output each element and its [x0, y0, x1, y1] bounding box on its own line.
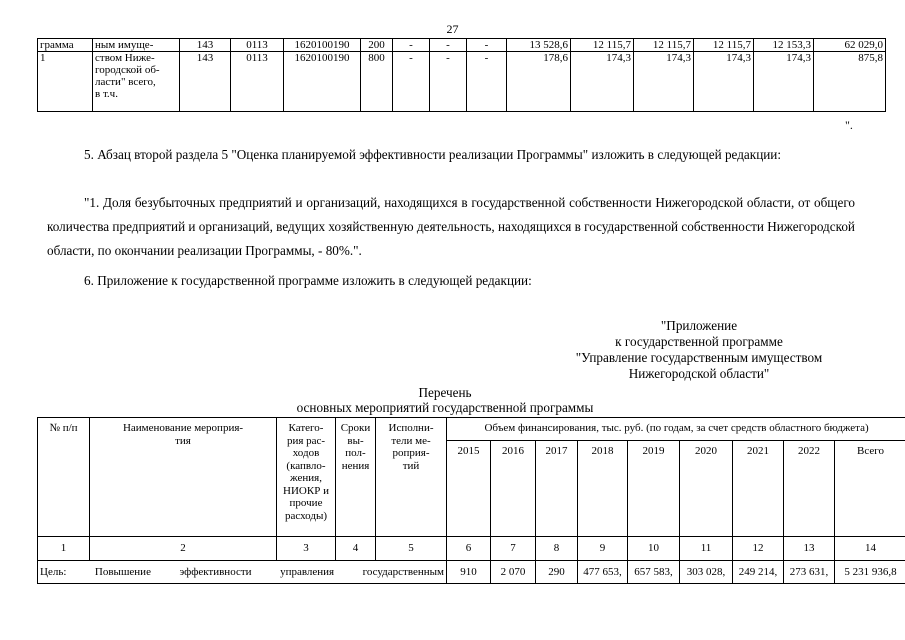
header-funding: Объем финансирования, тыс. руб. (по годам, за счет средств областного бюджета) — [447, 418, 905, 441]
table-cell: 178,6 — [507, 52, 571, 112]
col-number: 13 — [784, 537, 835, 561]
col-number: 4 — [336, 537, 376, 561]
table-cell: - — [467, 39, 507, 52]
list-title-line: Перечень — [418, 385, 472, 400]
goal-value: 657 583, — [628, 560, 680, 584]
paragraph-5: 5. Абзац второй раздела 5 "Оценка планируемой эффективности реализации Программы" изложить в следующей редакции: — [84, 147, 782, 162]
closing-quote: ". — [845, 118, 853, 132]
appendix-line: "Управление государственным имуществом — [575, 350, 823, 365]
table-cell: 1 — [38, 52, 93, 112]
list-title-line: основных мероприятий государственной программы — [296, 400, 594, 415]
col-number: 6 — [447, 537, 491, 561]
header-category: Катего- рия рас- ходов (капвло- жения, НИОКР и прочие расходы) — [277, 418, 336, 537]
table-cell: - — [393, 39, 430, 52]
header-year: 2022 — [784, 441, 835, 537]
top-table — [37, 38, 886, 112]
goal-text: Цель: Повышение эффективности управления государственным — [38, 560, 447, 584]
col-number: 7 — [491, 537, 536, 561]
table-row — [38, 52, 886, 112]
goal-value: 273 631, — [784, 560, 835, 584]
table-cell: 0113 — [231, 39, 284, 52]
paragraph-6: 6. Приложение к государственной программе изложить в следующей редакции: — [84, 273, 532, 288]
header-name: Наименование мероприя- тия — [90, 418, 277, 537]
table-cell: 12 115,7 — [694, 39, 754, 52]
table-cell: 174,3 — [634, 52, 694, 112]
table-cell: 800 — [361, 52, 393, 112]
table-row — [38, 39, 886, 52]
goal-value: 2 070 — [491, 560, 536, 584]
table-cell: 200 — [361, 39, 393, 52]
table-cell: 1620100190 — [284, 39, 361, 52]
table-cell: 143 — [180, 39, 231, 52]
table-cell: - — [430, 39, 467, 52]
table-header-row — [38, 418, 905, 441]
header-year: 2015 — [447, 441, 491, 537]
header-terms: Сроки вы- пол- нения — [336, 418, 376, 537]
header-year: 2017 — [536, 441, 578, 537]
header-year: Всего — [835, 441, 905, 537]
goal-value: 290 — [536, 560, 578, 584]
table-cell: 1620100190 — [284, 52, 361, 112]
table-cell: 12 153,3 — [754, 39, 814, 52]
table-cell: 0113 — [231, 52, 284, 112]
appendix-heading — [540, 318, 858, 382]
header-year: 2021 — [733, 441, 784, 537]
table-cell: 13 528,6 — [507, 39, 571, 52]
table-cell: ным имуще- — [93, 39, 180, 52]
activities-table — [37, 417, 905, 584]
header-num: № п/п — [38, 418, 90, 537]
header-executors: Исполни- тели ме- роприя- тий — [376, 418, 447, 537]
table-cell: 62 029,0 — [814, 39, 886, 52]
col-number: 5 — [376, 537, 447, 561]
table-cell: 174,3 — [694, 52, 754, 112]
appendix-line: к государственной программе — [615, 334, 783, 349]
table-cell: 12 115,7 — [571, 39, 634, 52]
table-cell: ством Ниже- городской об- ласти" всего, в т.ч. — [93, 52, 180, 112]
table-cell: - — [430, 52, 467, 112]
col-number: 1 — [38, 537, 90, 561]
page-number: 27 — [446, 22, 459, 36]
col-number: 3 — [277, 537, 336, 561]
col-number: 11 — [680, 537, 733, 561]
col-number: 14 — [835, 537, 905, 561]
col-number: 2 — [90, 537, 277, 561]
table-cell: 174,3 — [571, 52, 634, 112]
goal-value: 5 231 936,8 — [835, 560, 905, 584]
goal-value: 249 214, — [733, 560, 784, 584]
appendix-line: "Приложение — [660, 318, 738, 333]
table-cell: 174,3 — [754, 52, 814, 112]
table-row — [38, 560, 905, 584]
col-number: 8 — [536, 537, 578, 561]
col-number: 10 — [628, 537, 680, 561]
header-year: 2019 — [628, 441, 680, 537]
list-title — [240, 385, 650, 415]
header-year: 2020 — [680, 441, 733, 537]
goal-value: 477 653, — [578, 560, 628, 584]
header-year: 2018 — [578, 441, 628, 537]
table-cell: - — [393, 52, 430, 112]
goal-value: 910 — [447, 560, 491, 584]
paragraph-5-quote: "1. Доля безубыточных предприятий и организаций, находящихся в государственной собственности Нижегородской области, от общего количества предприятий и организаций, ведущих хозяйственную деятельность, находящихся в государственной собственности Нижегородской области, по окончании реализации Программы, - 80%.". — [47, 195, 855, 258]
header-year: 2016 — [491, 441, 536, 537]
table-cell: - — [467, 52, 507, 112]
table-cell: грамма — [38, 39, 93, 52]
table-row — [38, 537, 905, 561]
table-cell: 875,8 — [814, 52, 886, 112]
appendix-line: Нижегородской области" — [628, 366, 770, 381]
col-number: 12 — [733, 537, 784, 561]
table-cell: 143 — [180, 52, 231, 112]
table-cell: 12 115,7 — [634, 39, 694, 52]
col-number: 9 — [578, 537, 628, 561]
goal-value: 303 028, — [680, 560, 733, 584]
